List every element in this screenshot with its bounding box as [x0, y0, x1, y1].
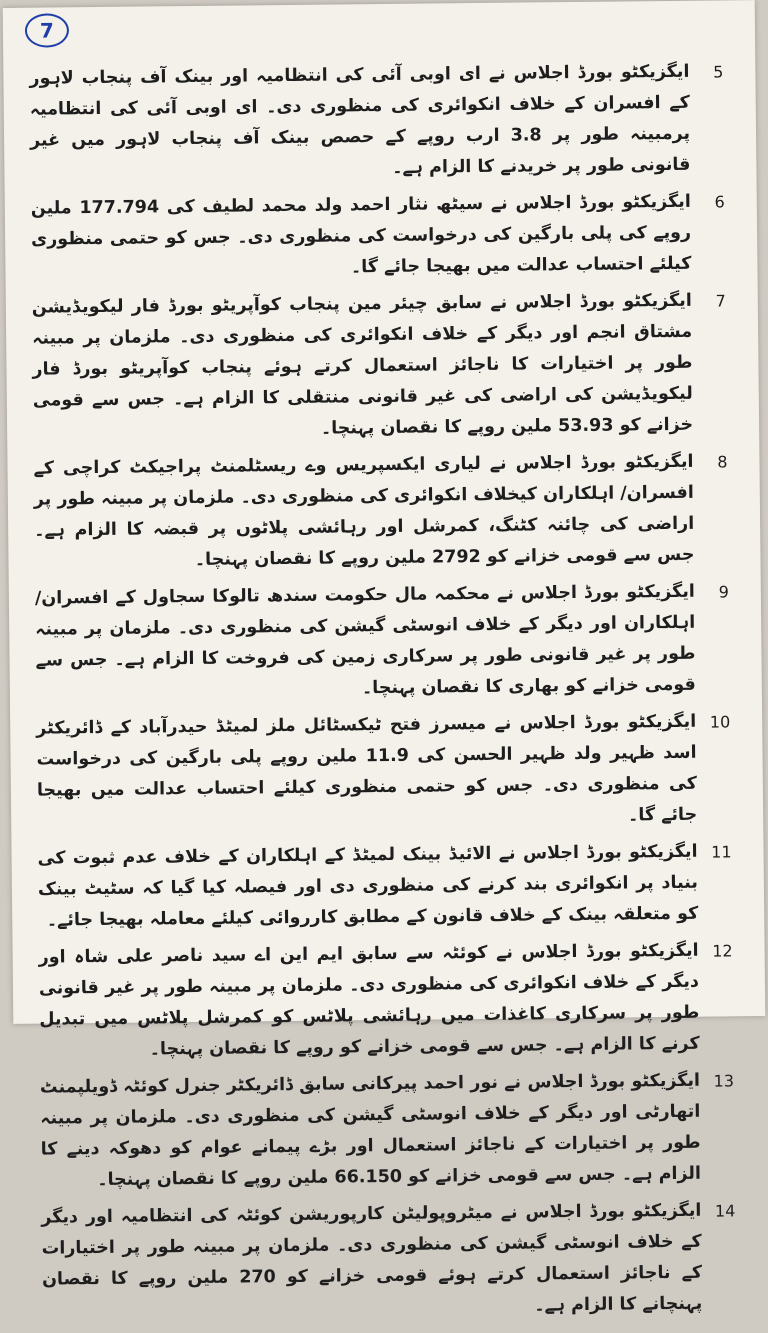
list-item — [37, 836, 738, 936]
item-text: ایگزیکٹو بورڈ اجلاس نے سابق چیئر مین پنجاب کوآپریٹو بورڈ فار لیکویڈیشن مشتاق انجم اور دیگر کے خلاف انکوائری کی منظوری دی۔ ملزمان پر مبینہ طور پر اختیارات کا ناجائز استعمال کرتے ہوئے پنجاب کوآپریٹو بورڈ فار لیکویڈیشن کی اراضی کی غیر قانونی منتقلی کا الزام ہے۔ جس سے قومی خزانے کو 53.93 ملین روپے کا نقصان پہنچا۔ — [31, 290, 694, 439]
list-item — [41, 1195, 742, 1326]
item-number: 7 — [715, 291, 726, 311]
list-item — [29, 56, 730, 187]
item-text: ایگزیکٹو بورڈ اجلاس نے ای اوبی آئی کی انتظامیہ اور بینک آف پنجاب لاہور کے افسران کے خلاف انکوائری کی منظوری دی۔ ای اوبی آئی کی انتظامیہ پرمبینہ طور پر 3.8 ارب روپے کے حصص بینک آف پنجاب لاہور میں غیر قانونی طور پر خریدنے کا الزام ہے۔ — [29, 61, 691, 178]
page-number-mark: 7 — [25, 13, 69, 47]
item-text: ایگزیکٹو بورڈ اجلاس نے لیاری ایکسپریس وے ریسٹلمنٹ پراجیکٹ کراچی کے افسران/ اہلکاران کیخلاف انکوائری کی منظوری دی۔ ملزمان پر مبینہ طور پر اراضی کی چائنہ کٹنگ، کمرشل اور رہائشی پلاٹوں پر قبضہ کا الزام ہے۔ جس سے قومی خزانے کو 2792 ملین روپے کا نقصان پہنچا۔ — [33, 451, 695, 570]
item-number: 5 — [713, 62, 724, 82]
item-number: 11 — [711, 842, 732, 862]
item-number: 12 — [712, 941, 733, 961]
item-text: ایگزیکٹو بورڈ اجلاس نے الائیڈ بینک لمیٹڈ کے اہلکاران کے خلاف عدم ثبوت کی بنیاد پر انکوائری بند کرنے کی منظوری دی اور فیصلہ کیا گیا کہ سٹیٹ بینک کو متعلقہ بینک کے خلاف قانون کے مطابق کارروائی کیلئے معاملہ بھیجا جائے۔ — [37, 841, 699, 931]
item-text: ایگزیکٹو بورڈ اجلاس نے محکمہ مال حکومت سندھ تالوکا سجاول کے افسران/ اہلکاران اور دیگر کے خلاف انوسٹی گیشن کی منظوری دی۔ ملزمان پر مبینہ طور پر غیر قانونی طور پر سرکاری زمین کی فروخت کا الزام ہے۔ جس سے قومی خزانے کو بھاری کا نقصان پہنچا۔ — [34, 581, 696, 699]
item-number: 14 — [714, 1201, 736, 1221]
list-item — [36, 706, 737, 837]
item-number: 9 — [718, 582, 729, 602]
list-item — [40, 1065, 741, 1196]
item-text: ایگزیکٹو بورڈ اجلاس نے سیٹھ نثار احمد ولد محمد لطیف کی 177.794 ملین روپے کی پلی بارگین کی درخواست کی منظوری دی۔ جس کو حتمی منظوری کیلئے احتساب عدالت میں بھیجا جائے گا۔ — [30, 191, 692, 278]
item-number: 8 — [717, 452, 728, 472]
item-text: ایگزیکٹو بورڈ اجلاس نے نور احمد پیرکانی سابق ڈائریکٹر جنرل کوئٹہ ڈویلپمنٹ اتھارٹی اور دیگر کے خلاف انوسٹی گیشن کی منظوری دی۔ ملزمان پر مبینہ طور پر اختیارات کے ناجائز استعمال اور بڑے پیمانے عوام کو دھوکہ دینے کا الزام ہے۔ جس سے قومی خزانے کو 66.150 ملین روپے کا نقصان پہنچا۔ — [39, 1070, 702, 1191]
list-item — [38, 935, 739, 1066]
item-text: ایگزیکٹو بورڈ اجلاس نے کوئٹہ سے سابق ایم این اے سید ناصر علی شاہ اور دیگر کے خلاف انکوائری کی منظوری دی۔ ملزمان پر مبینہ طور پر غیر قانونی طور پر سرکاری کاغذات میں رہائشی پلاٹس کو کمرشل پلاٹس میں تبدیل کرنے کا الزام ہے۔ جس سے قومی خزانے کو روپے کا نقصان پہنچا۔ — [38, 940, 700, 1060]
item-number: 13 — [713, 1071, 735, 1091]
item-text: ایگزیکٹو بورڈ اجلاس نے میٹروپولیٹن کارپوریشن کوئٹہ کی انتظامیہ اور دیگر کے خلاف انوسٹی گیشن کی منظوری دی۔ ملزمان پر مبینہ طور پر اختیارات کے ناجائز استعمال کرتے ہوئے قومی خزانے کو 270 ملین روپے کا نقصان پہنچانے کا الزام ہے۔ — [41, 1200, 703, 1316]
list-item — [35, 576, 736, 707]
item-number: 6 — [714, 192, 725, 212]
list-item — [31, 186, 732, 286]
item-number: 10 — [709, 712, 731, 732]
list-item — [33, 446, 734, 577]
item-list — [29, 56, 742, 1332]
item-text: ایگزیکٹو بورڈ اجلاس نے میسرز فتح ٹیکسٹائل ملز لمیٹڈ حیدرآباد کے ڈائریکٹر اسد ظہیر ولد ظہیر الحسن کی 11.9 ملین روپے پلی بارگین کی درخواست کی منظوری دی۔ جس کو حتمی منظوری کیلئے احتساب عدالت میں بھیجا جائے گا۔ — [36, 711, 698, 826]
list-item — [32, 285, 734, 447]
document-page — [3, 0, 766, 1316]
